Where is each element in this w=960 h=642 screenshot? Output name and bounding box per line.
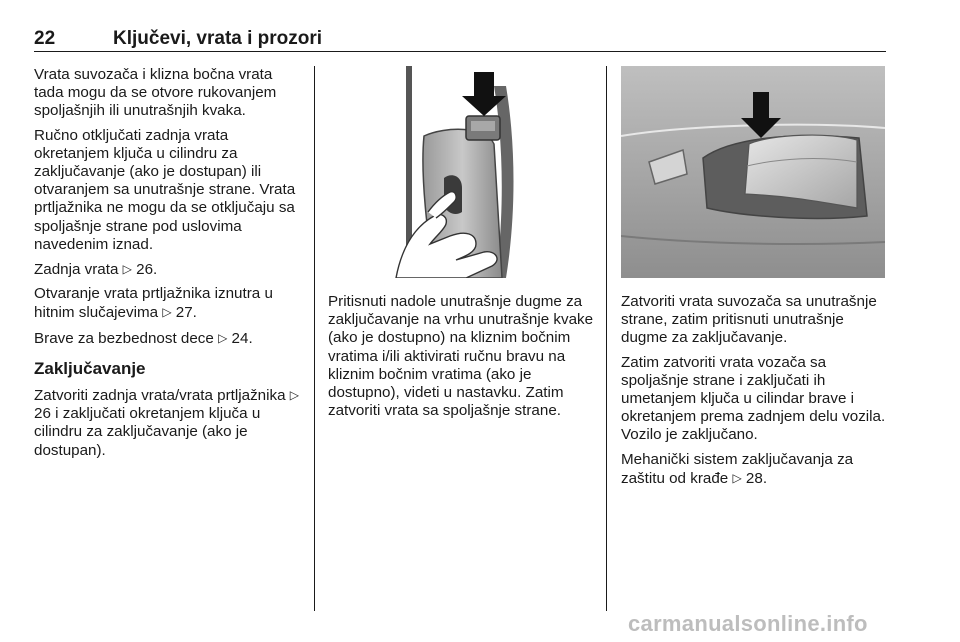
paragraph-text: Zadnja vrata xyxy=(34,261,119,279)
page-ref-arrow-icon: ▷ xyxy=(289,388,300,403)
column-3 xyxy=(621,293,889,494)
column-divider-1 xyxy=(314,66,315,611)
column-divider-2 xyxy=(606,66,607,611)
paragraph-text: Zatvoriti zadnja vrata/vrata prtljažnika xyxy=(34,387,286,405)
subheading: Zaključavanje xyxy=(34,358,146,378)
paragraph xyxy=(34,285,302,322)
paragraph-text: Otvaranje vrata prtljažnika iznutra u hitnim slučajevima xyxy=(34,285,273,322)
paragraph: Pritisnuti nadole unutrašnje dugme za zaključavanje na vrhu unutrašnje kvake (ako je dostupno) na kliznim bočnim vratima i/ili aktivirati ručnu bravu na kliznim bočnim vratima (ako je dostupno), videti u nastavku. Zatim zatvoriti vrata sa spoljašnje strane. xyxy=(328,293,594,420)
paragraph-text: i zaključati okretanjem ključa u cilindru za zaključavanje (ako je dostupan). xyxy=(34,405,261,459)
page-ref-arrow-icon: ▷ xyxy=(162,305,172,320)
page-ref-arrow-icon: ▷ xyxy=(218,330,228,345)
page-ref-arrow-icon: ▷ xyxy=(122,262,132,277)
page-number: 22 xyxy=(34,28,56,49)
header-rule xyxy=(34,51,886,52)
paragraph: Vrata suvozača i klizna bočna vrata tada mogu da se otvore rukovanjem spoljašnjih ili unutrašnjih kvaka. xyxy=(34,66,277,120)
paragraph-text: Brave za bezbednost dece xyxy=(34,329,214,347)
section-title: Ključevi, vrata i prozori xyxy=(113,28,323,49)
paragraph xyxy=(34,260,302,279)
paragraph xyxy=(621,451,889,488)
page-ref-link[interactable]: 28. xyxy=(745,469,768,487)
hand-pressing-lock-button-icon xyxy=(316,66,600,278)
page-ref-arrow-icon: ▷ xyxy=(732,470,742,485)
paragraph: Zatim zatvoriti vrata vozača sa spoljašnje strane i zaključati ih umetanjem ključa u cilindar brave i okretanjem prema zadnjem delu vozila. Vozilo je zaključano. xyxy=(621,353,886,444)
column-2 xyxy=(328,293,596,426)
figure-sliding-door-handle xyxy=(316,66,600,278)
door-handle-lock-button-icon xyxy=(621,66,885,278)
page-ref-link[interactable]: 26. xyxy=(136,261,158,279)
paragraph: Ručno otključati zadnja vrata okretanjem ključa u cilindru za zaključavanje (ako je dostupan) ili otvaranjem sa unutrašnje strane. Vrata prtljažnika ne mogu da se otključaju sa spoljašnje strane pod uslovima navedenim iznad. xyxy=(34,126,296,253)
paragraph: Zatvoriti vrata suvozača sa unutrašnje strane, zatim pritisnuti unutrašnje dugme za zaključavanje. xyxy=(621,293,877,347)
paragraph xyxy=(34,386,302,460)
page-ref-link[interactable]: 27. xyxy=(175,304,197,322)
watermark: carmanualsonline.info xyxy=(628,611,868,636)
page-ref-link[interactable]: 24. xyxy=(231,329,253,347)
column-1 xyxy=(34,66,302,466)
page-ref-link[interactable]: 26 xyxy=(34,405,51,423)
paragraph xyxy=(34,329,302,348)
figure-door-lock-button xyxy=(621,66,885,278)
paragraph-text: Mehanički sistem zaključavanja za zaštitu od krađe xyxy=(621,450,854,487)
